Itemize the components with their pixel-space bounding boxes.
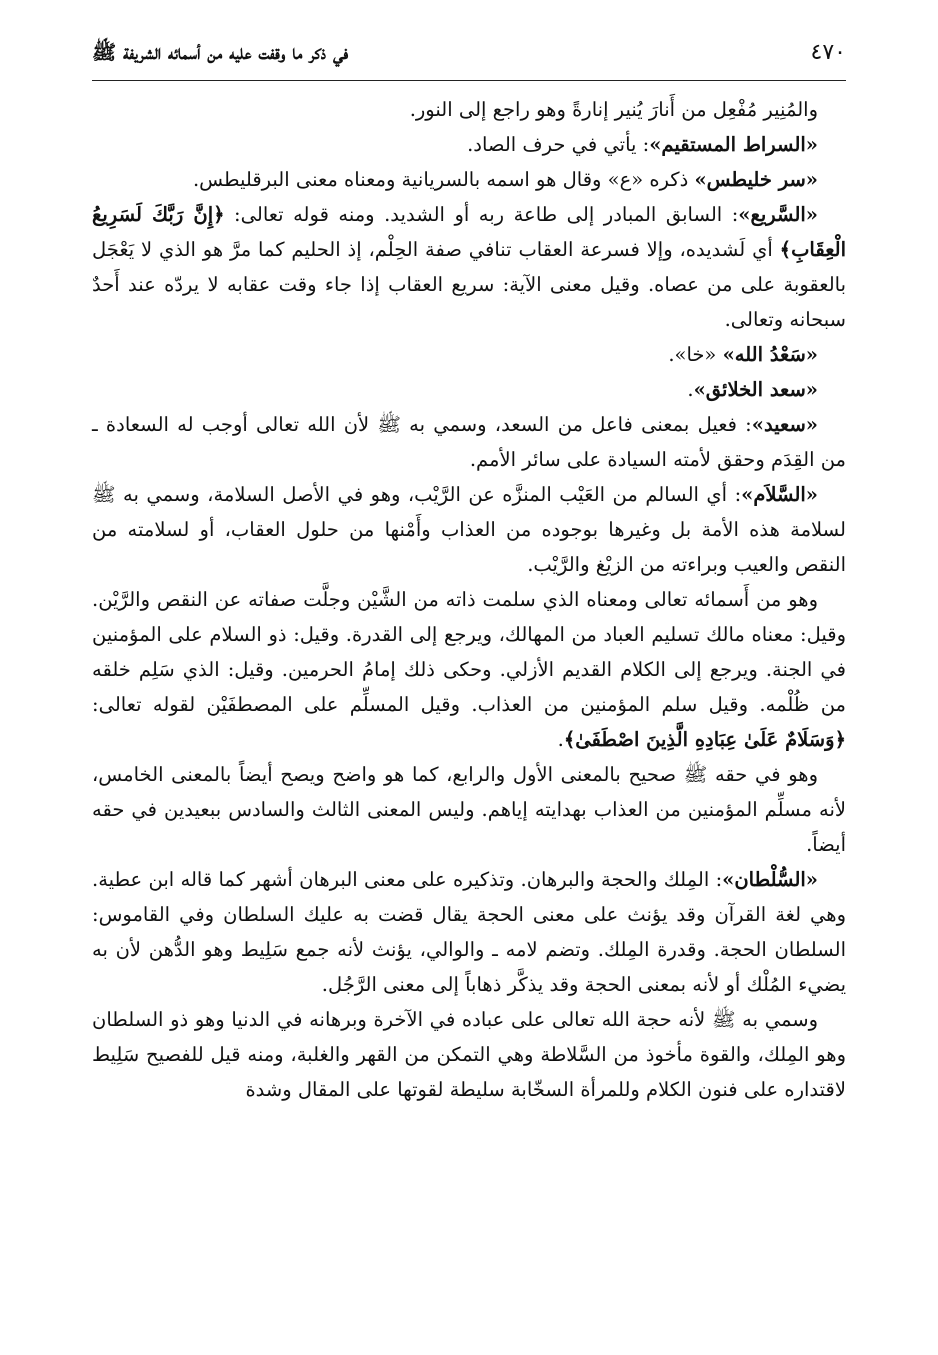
body-text [92, 92, 846, 1107]
paragraph-text-continued: . [557, 728, 564, 751]
paragraph-text: . [687, 378, 694, 401]
paragraph-text: وهو في حقه ﷺ صحيح بالمعنى الأول والرابع، كما هو واضح ويصح أيضاً بالمعنى الخامس، لأنه مسلِّم المؤمنين من العذاب بهدايته إياهم. وليس المعنى الثالث والسادس ببعيدين في حقه أيضاً. [92, 763, 846, 856]
entry-term: «سَعْدُ الله» [722, 343, 818, 366]
running-title: في ذكر ما وقفت عليه من أسمائه الشريفة ﷺ [92, 40, 349, 64]
paragraph-salam [92, 477, 846, 582]
paragraph-text: «خا». [668, 343, 723, 366]
entry-term: «سعد الخلائق» [693, 378, 818, 401]
paragraph-text: : المِلك والحجة والبرهان. وتذكيره على معنى البرهان أشهر كما قاله ابن عطية. وهي لغة القرآن وقد يؤنث على معنى الحجة يقال قضت به عليك السلطان وفي القاموس: السلطان الحجة. وقدرة المِلك. وتضم لامه ـ والوالي، يؤنث لأنه جمع سَلِيط وهو الدُّهن لأن به يضيء المُلْك أو لأنه بمعنى الحجة وقد يذكَّر ذهاباً إلى معنى الرَّجُل. [92, 868, 846, 996]
paragraph-said [92, 407, 846, 477]
paragraph-saad-khalaiq [92, 372, 846, 407]
paragraph-text: والمُنِير مُفْعِل من أَنارَ يُنير إنارةً وهو راجع إلى النور. [409, 98, 818, 121]
paragraph-sar-khalitas [92, 162, 846, 197]
quran-verse: ﴿وَسَلَامٌ عَلَىٰ عِبَادِهِ الَّذِينَ اصْطَفَىٰ﴾ [563, 728, 846, 751]
paragraph-munir [92, 92, 846, 127]
paragraph-text: : أي السالم من العَيْب المنزَّه عن الرَّيْب، وهو في الأصل السلامة، وسمي به ﷺ لسلامة هذه الأمة بل وغيرها بوجوده من العذاب وأَمْنها من حلول العقاب، أو لسلامته من النقص والعيب وبراءته من الزيْغ والرَّيْب. [92, 483, 846, 576]
entry-term: «السُّلْطان» [722, 868, 818, 891]
entry-term: «سعيد» [751, 413, 818, 436]
paragraph-text-continued: أي لَشديده، وإلا فسرعة العقاب تنافي صفة الحِلْم، إذ الحليم كما مرَّ هو الذي لا يَعْجَل بالعقوبة على من عصاه. وقيل معنى الآية: سريع العقاب إذا جاء وقت عقابه لا يردّه عند أَحدٌ سبحانه وتعالى. [92, 238, 846, 331]
quran-verse: ﴿إِنَّ رَبَّكَ لَسَرِيعُ الْعِقَابِ﴾ [92, 203, 846, 261]
paragraph-text: وهو من أَسمائه تعالى ومعناه الذي سلمت ذاته من الشَّيْن وجلَّت صفاته عن النقص والرَّيْن. وقيل: معناه مالك تسليم العباد من المهالك، ويرجع إلى القدرة. وقيل: ذو السلام على المؤمنين في الجنة. ويرجع إلى الكلام القديم الأزلي. وحكى ذلك إمامُ الحرمين. وقيل: الذي سَلِم خلقه من ظُلْمه. وقيل سلم المؤمنين من العذاب. وقيل المسلِّم على المصطفَيْن لقوله تعالى: [92, 588, 846, 716]
paragraph-sirat [92, 127, 846, 162]
header-rule [92, 80, 846, 81]
paragraph-salam-meaning [92, 582, 846, 757]
paragraph-salam-haqq [92, 757, 846, 862]
paragraph-text: : يأتي في حرف الصاد. [467, 133, 650, 156]
entry-term: «السَّريع» [738, 203, 818, 226]
paragraph-text: : السابق المبادر إلى طاعة ربه أو الشديد. ومنه قوله تعالى: [224, 203, 739, 226]
page-number: ٤٧٠ [810, 40, 846, 65]
paragraph-sari [92, 197, 846, 337]
entry-term: «السَّلاَم» [741, 483, 818, 506]
running-header [92, 34, 846, 74]
paragraph-sultan-reason [92, 1002, 846, 1107]
paragraph-text: : فعيل بمعنى فاعل من السعد، وسمي به ﷺ لأن الله تعالى أوجب له السعادة ـ من القِدَم وحقق لأمته السيادة على سائر الأمم. [92, 413, 846, 471]
entry-term: «سر خليطس» [694, 168, 818, 191]
paragraph-sultan [92, 862, 846, 1002]
paragraph-text: ذكره «ع» وقال هو اسمه بالسريانية ومعناه معنى البرقليطس. [192, 168, 695, 191]
paragraph-text: وسمي به ﷺ لأنه حجة الله تعالى على عباده في الآخرة وبرهانه في الدنيا وهو ذو السلطان وهو المِلك، والقوة مأخوذ من السَّلاطة وهي التمكن من القهر والغلبة، ومنه قيل للفصيح سَلِيط لاقتداره على فنون الكلام وللمرأة السخّابة سليطة لقوتها على المقال وشدة [92, 1008, 846, 1101]
entry-term: «السراط المستقيم» [649, 133, 818, 156]
paragraph-saad-allah [92, 337, 846, 372]
